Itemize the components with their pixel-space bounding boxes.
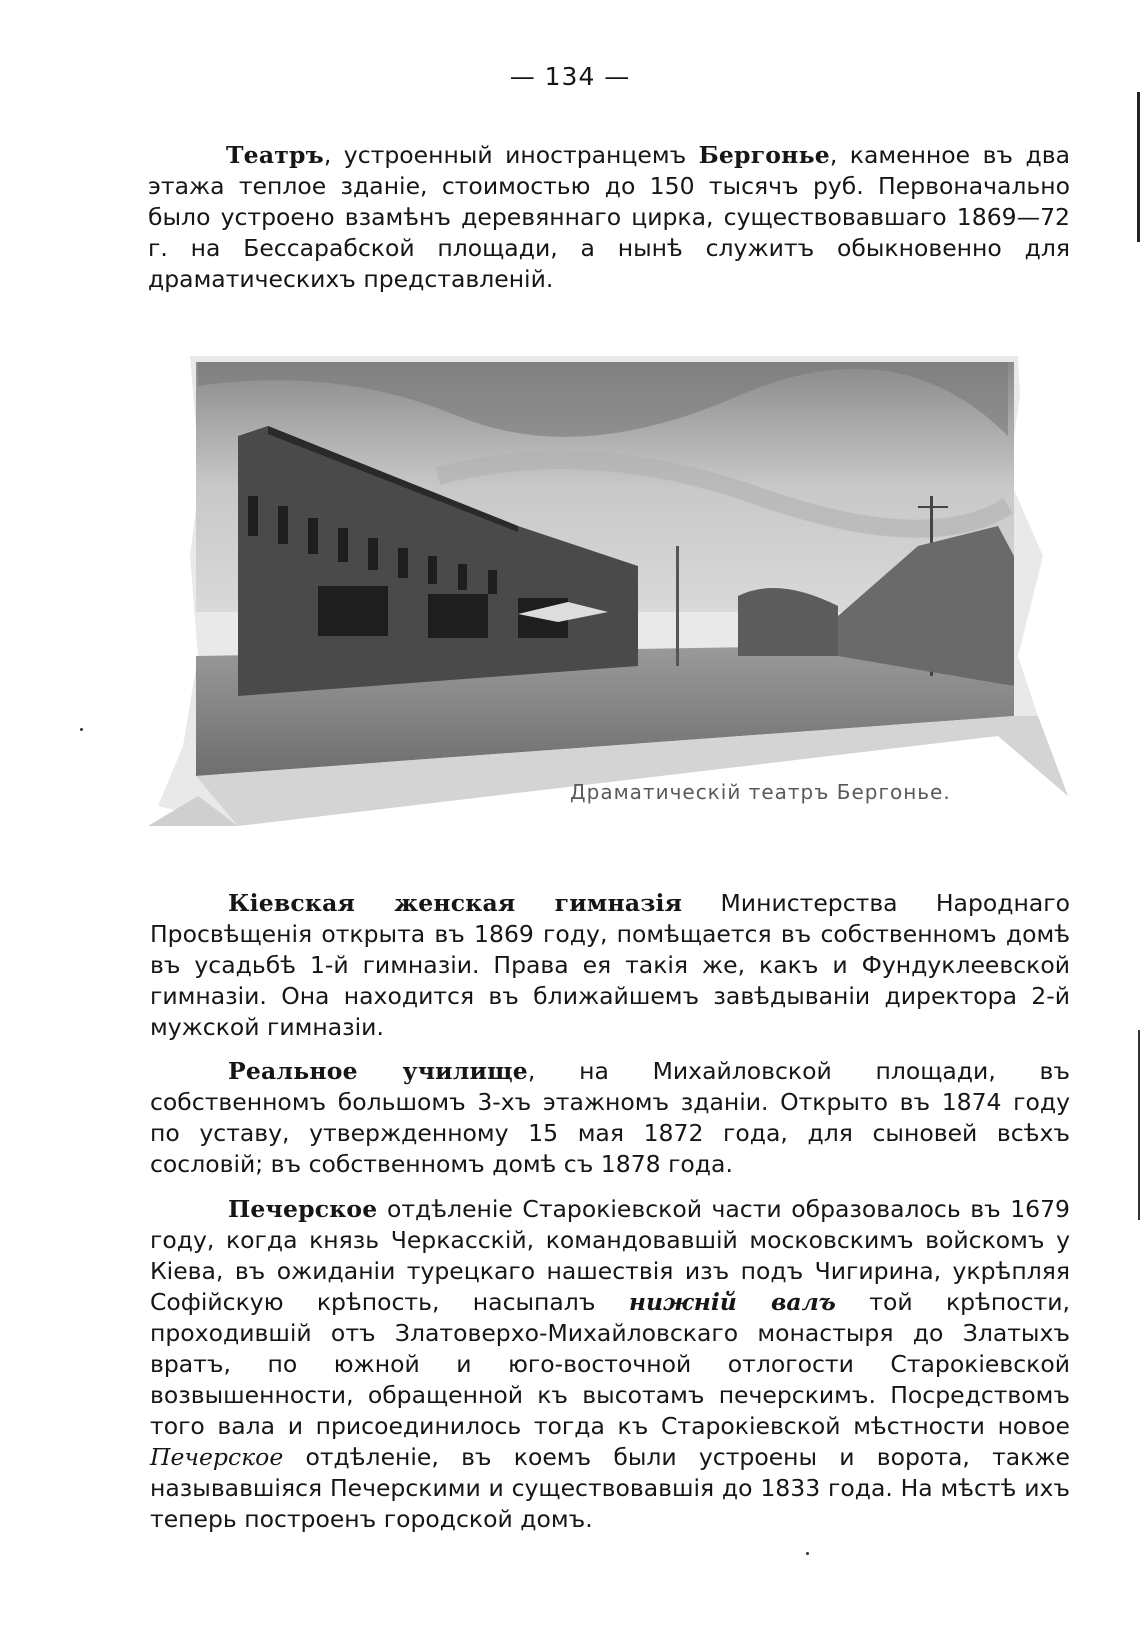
term-real-school: Реальное училище — [228, 1057, 528, 1085]
paragraph-pechersk — [150, 1194, 1070, 1535]
theatre-text-b: , каменное въ два этажа теплое зданіе, стоимостью до 150 тысячъ руб. Первоначально было устроено взамѣнъ деревяннаго цирка, существовавшаго 1869—72 г. на Бессарабской площади, а нынѣ служитъ обыкновенно для драматическихъ представленій. — [148, 141, 1070, 293]
paragraph-real-school — [150, 1056, 1070, 1180]
scan-speck — [80, 728, 83, 731]
photo-caption: Драматическій театръ Бергонье. — [570, 780, 951, 804]
pechersk-text-c: отдѣленіе, въ коемъ были устроены и ворота, также называвшіяся Печерскими и существовавшія до 1833 года. На мѣстѣ ихъ теперь построенъ городской домъ. — [150, 1443, 1070, 1533]
scan-speck — [806, 1552, 809, 1555]
paragraph-gymnasium — [150, 888, 1070, 1043]
page-number: — 134 — — [509, 62, 631, 91]
gymnasium-text: Министерства Народнаго Просвѣщенія открыта въ 1869 году, помѣщается въ собственномъ домѣ въ усадьбѣ 1-й гимназіи. Права ея такія же, какъ и Фундуклеевской гимназіи. Она находится въ ближайшемъ завѣдываніи директора 2-й мужской гимназіи. — [150, 889, 1070, 1041]
term-pechersk-italic: Печерское — [150, 1443, 284, 1471]
term-lower-rampart: нижній валъ — [628, 1288, 836, 1316]
pechersk-text-b: той крѣпости, проходившій отъ Златоверхо-Михайловскаго монастыря до Златыхъ вратъ, по южной и юго-восточной отлогости Старокіевской возвышенности, обращенной къ высотамъ печерскимъ. Посредствомъ того вала и присоединилось тогда къ Старокіевской мѣстности новое — [150, 1288, 1070, 1440]
theatre-text-a: , устроенный иностранцемъ — [323, 141, 699, 169]
real-school-text: , на Михайловской площади, въ собственномъ большомъ 3-хъ этажномъ зданіи. Открыто въ 1874 году по уставу, утвержденному 15 мая 1872 года, для сыновей всѣхъ сословій; въ собственномъ домѣ съ 1878 года. — [150, 1057, 1070, 1178]
pechersk-text-a: отдѣленіе Старокіевской части образовалось въ 1679 году, когда князь Черкасскій, командовавшій московскимъ войскомъ у Кіева, въ ожиданіи турецкаго нашествія изъ подъ Чигирина, укрѣпляя Софійскую крѣпость, насыпалъ — [150, 1195, 1070, 1316]
term-pechersk: Печерское — [228, 1195, 378, 1223]
term-theatre: Театръ — [226, 141, 324, 169]
paragraph-theatre — [148, 140, 1070, 295]
term-bergonie: Бергонье — [698, 141, 830, 169]
term-gymnasium: Кіевская женская гимназія — [228, 889, 683, 917]
